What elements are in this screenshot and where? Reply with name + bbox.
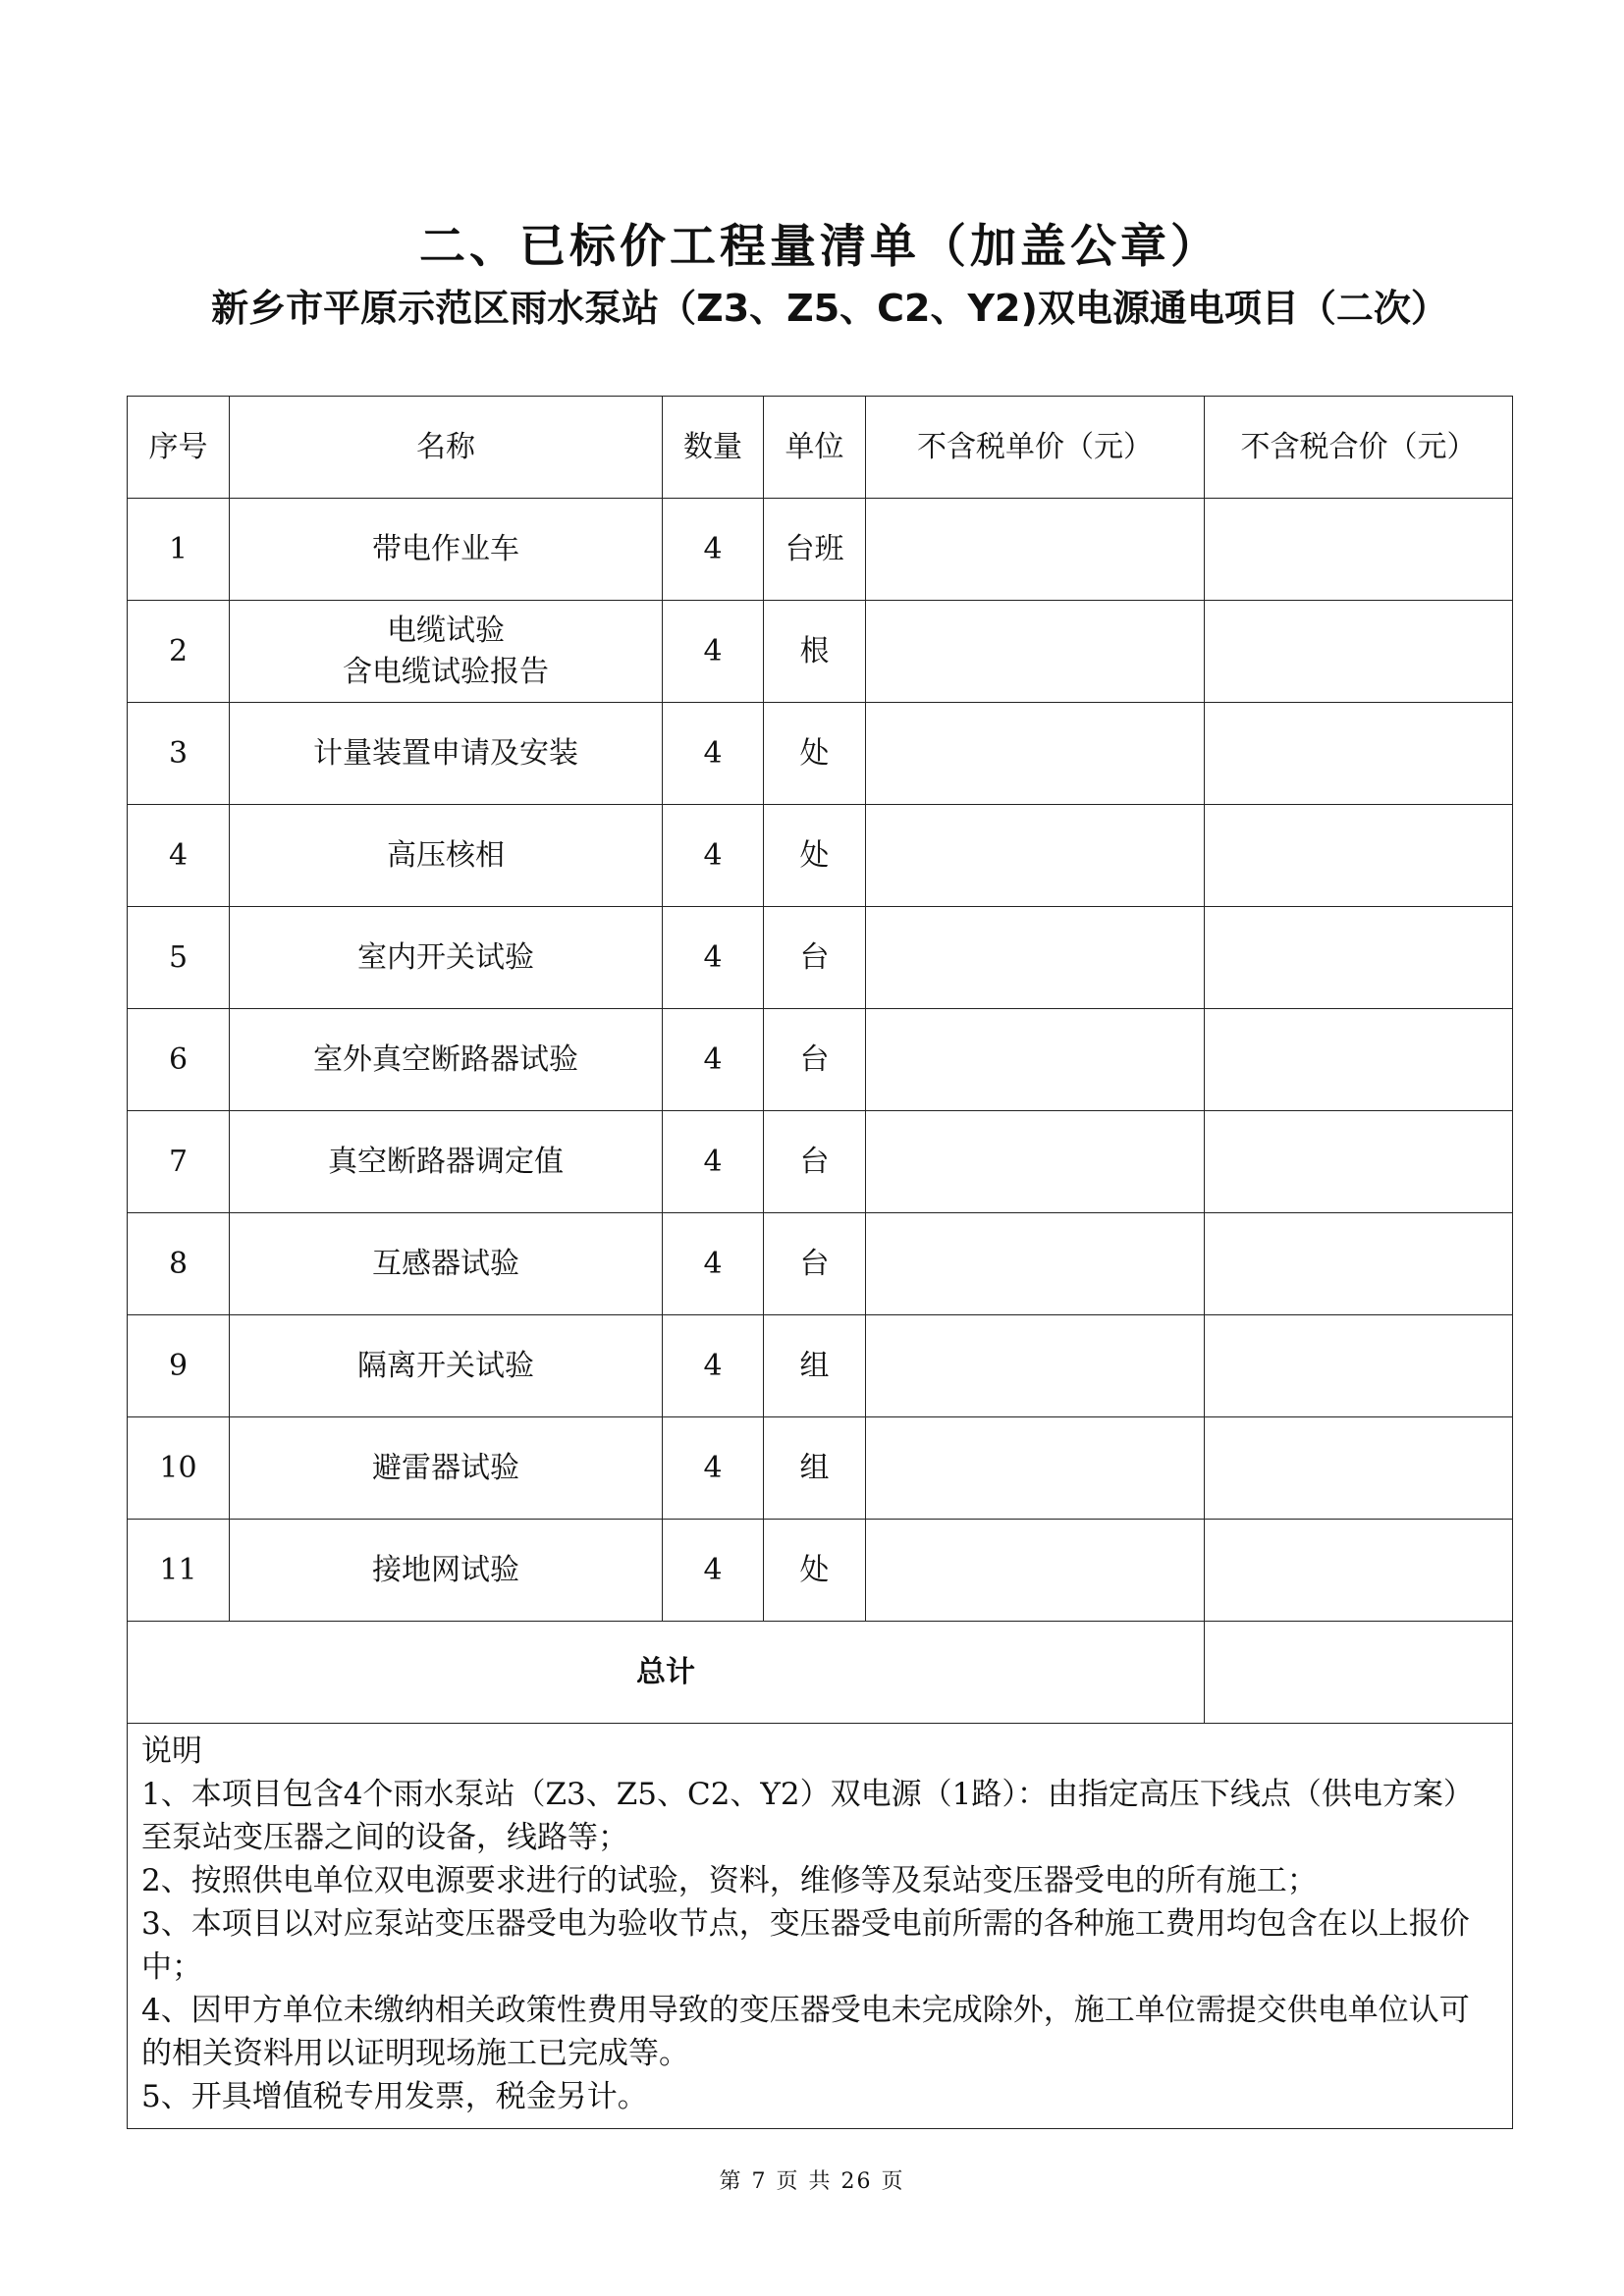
item-name: 计量装置申请及安装 xyxy=(230,703,663,805)
item-total-price xyxy=(1205,499,1513,601)
item-unit: 根 xyxy=(764,601,866,703)
item-name: 带电作业车 xyxy=(230,499,663,601)
item-name: 电缆试验 含电缆试验报告 xyxy=(230,601,663,703)
item-unit-price xyxy=(866,1520,1205,1622)
header-unit: 单位 xyxy=(764,397,866,499)
header-qty: 数量 xyxy=(663,397,764,499)
total-row xyxy=(128,1622,1513,1724)
item-name: 隔离开关试验 xyxy=(230,1315,663,1417)
row-number: 7 xyxy=(128,1111,230,1213)
table-row xyxy=(128,1111,1513,1213)
notes-section xyxy=(128,1724,1513,2129)
row-number: 4 xyxy=(128,805,230,907)
item-unit: 处 xyxy=(764,703,866,805)
item-name: 真空断路器调定值 xyxy=(230,1111,663,1213)
document-title: 二、已标价工程量清单（加盖公章） xyxy=(419,220,1220,274)
bill-of-quantities-table xyxy=(127,396,1513,2129)
item-total-price xyxy=(1205,1111,1513,1213)
table-row xyxy=(128,703,1513,805)
item-unit-price xyxy=(866,601,1205,703)
table-row xyxy=(128,499,1513,601)
item-unit-price xyxy=(866,1417,1205,1520)
item-total-price xyxy=(1205,1520,1513,1622)
note-item: 5、开具增值税专用发票，税金另计。 xyxy=(141,2079,648,2114)
table-row xyxy=(128,1213,1513,1315)
table-header-row xyxy=(128,397,1513,499)
item-unit: 处 xyxy=(764,805,866,907)
table-row xyxy=(128,1417,1513,1520)
item-total-price xyxy=(1205,703,1513,805)
notes-heading: 说明 xyxy=(141,1734,202,1769)
row-number: 3 xyxy=(128,703,230,805)
item-quantity: 4 xyxy=(663,1009,764,1111)
table-row xyxy=(128,601,1513,703)
item-unit: 台 xyxy=(764,1009,866,1111)
row-number: 2 xyxy=(128,601,230,703)
item-unit: 台 xyxy=(764,1111,866,1213)
item-unit-price xyxy=(866,499,1205,601)
table-row xyxy=(128,1315,1513,1417)
total-value xyxy=(1205,1622,1513,1724)
row-number: 6 xyxy=(128,1009,230,1111)
item-unit-price xyxy=(866,805,1205,907)
item-unit: 处 xyxy=(764,1520,866,1622)
table-row xyxy=(128,1009,1513,1111)
item-name: 避雷器试验 xyxy=(230,1417,663,1520)
item-total-price xyxy=(1205,1315,1513,1417)
item-quantity: 4 xyxy=(663,1520,764,1622)
item-name: 接地网试验 xyxy=(230,1520,663,1622)
header-total-price: 不含税合价（元） xyxy=(1205,397,1513,499)
item-unit-price xyxy=(866,1009,1205,1111)
item-total-price xyxy=(1205,805,1513,907)
table-row xyxy=(128,907,1513,1009)
item-total-price xyxy=(1205,601,1513,703)
header-name: 名称 xyxy=(230,397,663,499)
item-total-price xyxy=(1205,1213,1513,1315)
item-name: 互感器试验 xyxy=(230,1213,663,1315)
item-quantity: 4 xyxy=(663,703,764,805)
row-number: 9 xyxy=(128,1315,230,1417)
note-item: 3、本项目以对应泵站变压器受电为验收节点，变压器受电前所需的各种施工费用均包含在以上报价中； xyxy=(141,1906,1470,1985)
item-unit-price xyxy=(866,1111,1205,1213)
item-quantity: 4 xyxy=(663,805,764,907)
table-row xyxy=(128,805,1513,907)
page-footer: 第 7 页 共 26 页 xyxy=(719,2169,905,2194)
item-unit: 台 xyxy=(764,907,866,1009)
item-quantity: 4 xyxy=(663,1111,764,1213)
item-name: 高压核相 xyxy=(230,805,663,907)
item-name: 室外真空断路器试验 xyxy=(230,1009,663,1111)
item-unit: 组 xyxy=(764,1315,866,1417)
total-label: 总计 xyxy=(128,1622,1205,1724)
item-quantity: 4 xyxy=(663,1213,764,1315)
item-total-price xyxy=(1205,1417,1513,1520)
table-row xyxy=(128,1520,1513,1622)
row-number: 8 xyxy=(128,1213,230,1315)
item-unit-price xyxy=(866,1315,1205,1417)
row-number: 5 xyxy=(128,907,230,1009)
row-number: 11 xyxy=(128,1520,230,1622)
item-name: 室内开关试验 xyxy=(230,907,663,1009)
notes-row xyxy=(128,1724,1513,2129)
document-subtitle: 新乡市平原示范区雨水泵站（Z3、Z5、C2、Y2)双电源通电项目（二次） xyxy=(211,287,1448,330)
item-unit-price xyxy=(866,703,1205,805)
row-number: 10 xyxy=(128,1417,230,1520)
item-quantity: 4 xyxy=(663,907,764,1009)
header-no: 序号 xyxy=(128,397,230,499)
note-item: 1、本项目包含4个雨水泵站（Z3、Z5、C2、Y2）双电源（1路）：由指定高压下线点（供电方案）至泵站变压器之间的设备，线路等； xyxy=(141,1777,1474,1855)
item-quantity: 4 xyxy=(663,1315,764,1417)
note-item: 2、按照供电单位双电源要求进行的试验，资料，维修等及泵站变压器受电的所有施工； xyxy=(141,1863,1318,1898)
item-unit: 组 xyxy=(764,1417,866,1520)
item-total-price xyxy=(1205,1009,1513,1111)
item-unit-price xyxy=(866,907,1205,1009)
item-total-price xyxy=(1205,907,1513,1009)
item-unit-price xyxy=(866,1213,1205,1315)
item-quantity: 4 xyxy=(663,601,764,703)
header-unit-price: 不含税单价（元） xyxy=(866,397,1205,499)
note-item: 4、因甲方单位未缴纳相关政策性费用导致的变压器受电未完成除外，施工单位需提交供电单位认可的相关资料用以证明现场施工已完成等。 xyxy=(141,1993,1470,2071)
row-number: 1 xyxy=(128,499,230,601)
item-unit: 台班 xyxy=(764,499,866,601)
item-unit: 台 xyxy=(764,1213,866,1315)
item-quantity: 4 xyxy=(663,499,764,601)
item-quantity: 4 xyxy=(663,1417,764,1520)
